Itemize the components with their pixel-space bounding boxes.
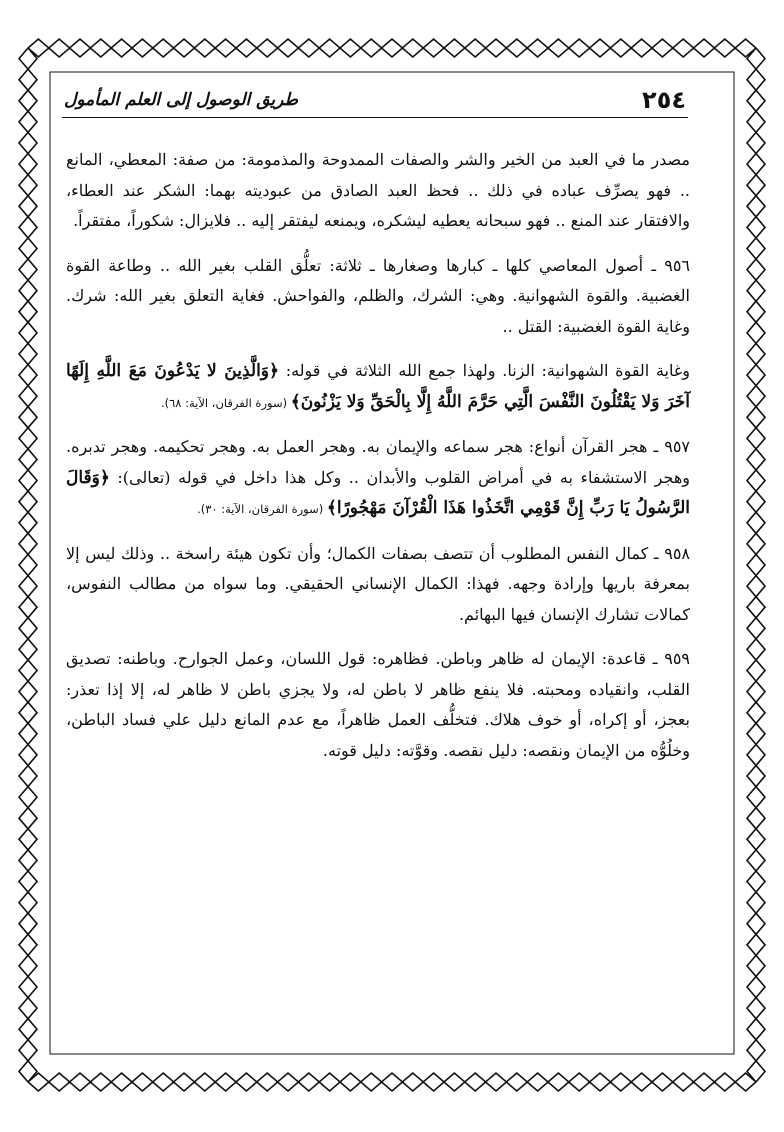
paragraph-1 [66, 145, 690, 237]
paragraph-text: مصدر ما في العبد من الخير والشر والصفات الممدوحة والمذمومة: من صفة: المعطي، المانع .. فهو يصرِّف عباده في ذلك .. فحظ العبد الصادق من عبوديته بهما: الشكر عند العطاء، والافتقار عند المنع .. فهو سبحانه يعطيه ليشكره، ويمنعه ليفتقر إليه .. فلايزال: شكوراً، مفتقراً. [66, 150, 690, 230]
paragraph-text: وغاية القوة الشهوانية: الزنا. ولهذا جمع الله الثلاثة في قوله: [278, 361, 690, 380]
border-zigzag [28, 48, 756, 57]
verse-reference: (سورة الفرقان، الآية: ٣٠). [197, 502, 327, 516]
paragraph-959 [66, 644, 690, 766]
border-zigzag [28, 39, 756, 48]
border-zigzag [28, 48, 37, 1082]
paragraph-3 [66, 356, 690, 418]
paragraph-958 [66, 539, 690, 631]
quran-verse: ﴿وَالَّذِينَ لا يَدْعُونَ مَعَ اللَّهِ إِلَهًا آخَرَ وَلا يَقْتُلُونَ النَّفْسَ الَّتِي حَرَّمَ اللَّهُ إِلَّا بِالْحَقِّ وَلا يَزْنُونَ﴾ [66, 361, 690, 412]
verse-reference: (سورة الفرقان، الآية: ٦٨). [160, 395, 291, 410]
paragraph-text: ٩٥٨ ـ كمال النفس المطلوب أن تتصف بصفات الكمال؛ وأن تكون هيئة راسخة .. وذلك ليس إلا بمعرفة باريها وإرادة وجهه. فهذا: الكمال الإنساني الحقيقي. وما سواه من مطالب النفوس، كمالات تشارك الإنسان فيها البهائم. [66, 543, 690, 624]
paragraph-text: ٩٥٧ ـ هجر القرآن أنواع: هجر سماعه والإيمان به. وهجر العمل به. وهجر تحكيمه. وهجر تدبره. وهجر الاستشفاء به في أمراض القلوب والأبدان .. وكل هذا داخل في قوله (تعالى): [66, 437, 690, 487]
header-rule [62, 117, 688, 118]
quran-verse: ﴿وَقَالَ الرَّسُولُ يَا رَبِّ إِنَّ قَوْمِي اتَّخَذُوا هَذَا الْقُرْآنَ مَهْجُورًا﴾ [66, 467, 690, 518]
border-zigzag [28, 1082, 756, 1091]
border-zigzag [747, 48, 756, 1082]
paragraph-957 [66, 432, 690, 525]
paragraph-text: ٩٥٩ ـ قاعدة: الإيمان له ظاهر وباطن. فظاهره: قول اللسان، وعمل الجوارح. وباطنه: تصديق القلب، وانقياده ومحبته. فلا ينفع ظاهر لا باطن له، ولا يجزي باطن لا ظاهر له، إلا إذا تعذر: بعجز، أو إكراه، أو خوف هلاك. فتخلُّف العمل ظاهراً، مع عدم المانع دليل علي فساد الباطن، وخلُوُّه من الإيمان ونقصه: دليل نقصه. وقوَّته: دليل قوته. [66, 649, 690, 760]
border-zigzag [28, 1073, 756, 1082]
paragraph-956 [66, 251, 690, 343]
border-zigzag [756, 48, 765, 1082]
running-title: طريق الوصول إلى العلم المأمول [64, 90, 299, 110]
border-zigzag [19, 48, 28, 1082]
paragraph-text: ٩٥٦ ـ أصول المعاصي كلها ـ كبارها وصغارها ـ ثلاثة: تعلُّق القلب بغير الله .. وطاعة القوة الغضبية. والقوة الشهوانية. وهي: الشرك، والظلم، والفواحش. فغاية التعلق بغير الله: شرك. وغاية القوة الغضبية: القتل .. [66, 255, 690, 336]
page-body [66, 145, 690, 780]
page-header [62, 84, 688, 118]
page-number: ٢٥٤ [642, 86, 686, 114]
